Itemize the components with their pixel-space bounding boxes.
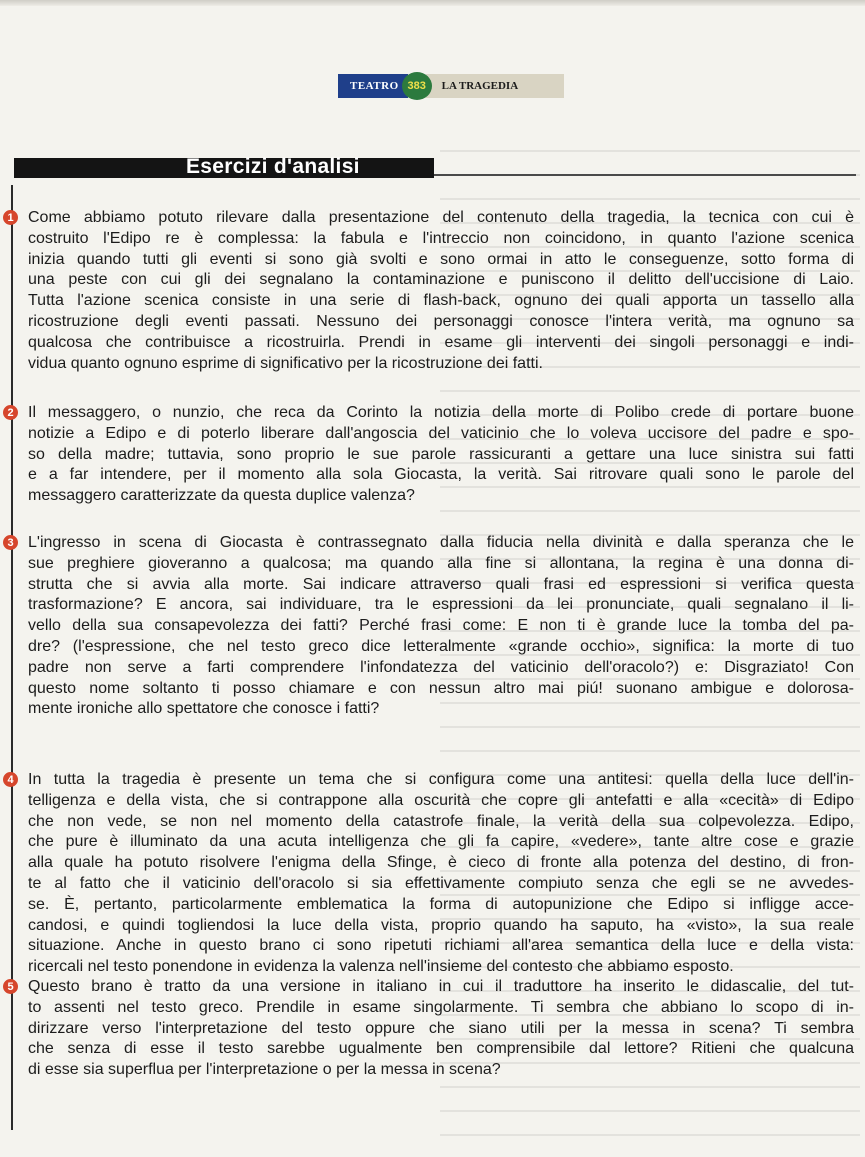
exercise-text-line: che senza di esse il testo sarebbe ugualmente ben comprensibile dal lettore? Ritieni che qualcuna [28, 1040, 854, 1058]
exercise-text-line: e a far intendere, per il momento alla sola Giocasta, la verità. Sai ritrovare quali sono le parole del [28, 466, 854, 484]
exercise-text-line: so della madre; tuttavia, sono proprio le sue parole rassicuranti a gettare una luce sinistra sui fatti [28, 445, 854, 463]
exercise-text-line: notizie a Edipo e di poterlo liberare dall'angoscia del vaticinio che lo voleva uccisore del padre e spo- [28, 424, 854, 442]
exercise-text-line: inizia quando tutti gli eventi si sono già svolti e sono ormai in atto le conseguenze, sotto forma di [28, 250, 854, 268]
chapter-label: LA TRAGEDIA [426, 74, 564, 98]
exercise-text-line: te al fatto che il vaticinio dell'oracolo si sia effettivamente compiuto senza che egli se ne avvedes- [28, 875, 854, 892]
exercise-text-line: strutta che si avvia alla morte. Sai indicare attraverso quali frasi ed espressioni si verifica questa [28, 575, 854, 593]
exercise-number-badge: 1 [3, 210, 18, 225]
exercise-number-badge: 4 [3, 772, 18, 787]
section-label: TEATRO [338, 74, 408, 98]
exercise-text-line: to assenti nel testo greco. Prendile in esame singolarmente. Ti sembra che abbiano lo scopo di in- [28, 998, 854, 1016]
exercise-text-line: L'ingresso in scena di Giocasta è contrassegnato dalla fiducia nella divinità e dalla speranza che le [28, 534, 854, 551]
exercise-text-line: questo nome soltanto ti posso chiamare e con nessun altro mai piú! suonano ambigue e dolorosa- [28, 679, 854, 697]
exercise-text-line: telligenza e della vista, che si contrappone alla oscurità che copre gli antefatti e alla «cecità» di Edipo [28, 791, 854, 809]
exercise-text-line: se. È, pertanto, particolarmente emblematica la forma di autopunizione che Edipo si infligge acce- [28, 895, 854, 913]
running-head [338, 72, 564, 100]
title-rule [434, 174, 856, 176]
exercise-text-line: Questo brano è tratto da una versione in italiano in cui il traduttore ha inserito le didascalie, del tut- [28, 978, 854, 995]
exercise-text-line: vidua quanto ognuno esprime di significativo per la ricostruzione dei fatti. [28, 354, 543, 372]
exercise-text-line: trasformazione? E ancora, sai individuare, tra le espressioni da lei pronunciate, quali segnalano il li- [28, 596, 854, 614]
exercise-text-line: vello della sua consapevolezza dei fatti? Perché frasi come: E non ti è grande luce la tomba del pa- [28, 617, 854, 635]
exercise-text-line: dirizzare verso l'interpretazione del testo oppure che siano utili per la messa in scena? Ti sembra [28, 1019, 854, 1037]
exercise-text-line: Come abbiamo potuto rilevare dalla presentazione del contenuto della tragedia, la tecnica con cui è [28, 209, 854, 226]
exercise-number-badge: 5 [3, 979, 18, 994]
exercise-number-badge: 2 [3, 405, 18, 420]
exercise-text-line: costruito l'Edipo re è complessa: la fabula e l'intreccio non coincidono, in quanto l'azione scenica [28, 229, 854, 247]
exercise-text-line: che non vede, se non nel momento della catastrofe finale, la verità della sua colpevolezza. Edipo, [28, 812, 854, 830]
exercise-text-line: di esse sia superflua per l'interpretazione o per la messa in scena? [28, 1061, 501, 1079]
exercise-text-line: che pure è illuminato da una acuta intelligenza che gli fa capire, «vedere», tante altre cose e grazie [28, 833, 854, 851]
exercise-text-line: dre? (l'espressione, che nel testo greco dice letteralmente «grande occhio», significa: la morte di tuo [28, 638, 854, 655]
exercise-text-line: padre non serve a farti comprendere l'infondatezza del vaticinio dell'oracolo?) e: Disgraziato! Con [28, 658, 854, 676]
exercise-text-line: una peste con cui gli dei segnalano la contaminazione e puniscono il delitto dell'uccisione di Laio. [28, 271, 854, 289]
exercise-text-line: situazione. Anche in questo brano ci sono ripetuti richiami all'area semantica della luce e della vista: [28, 937, 854, 955]
exercise-number-badge: 3 [3, 535, 18, 550]
exercise-text-line: In tutta la tragedia è presente un tema che si configura come una antitesi: quella della luce dell'in- [28, 771, 854, 788]
exercise-text-line: Il messaggero, o nunzio, che reca da Corinto la notizia della morte di Polibo crede di portare buone [28, 404, 854, 421]
page-top-edge [0, 0, 865, 6]
exercise-text-line: qualcosa che contribuisce a ricostruirla. Prendi in esame gli interventi dei singoli personaggi e indi- [28, 333, 854, 351]
exercise-text-line: ricostruzione degli eventi passati. Nessuno dei personaggi conosce l'intera verità, ma ognuno sa [28, 313, 854, 330]
section-title: Esercizi d'analisi [186, 155, 360, 178]
exercise-text-line: mente ironiche allo spettatore che conosce i fatti? [28, 700, 380, 718]
exercise-text-line: sue preghiere gioveranno a qualcosa; ma quando alla fine si allontana, la regina è una donna di- [28, 554, 854, 572]
page-number: 383 [402, 72, 432, 100]
exercise-text-line: messaggero caratterizzate da questa duplice valenza? [28, 487, 415, 505]
exercise-text-line: alla quale ha potuto risolvere l'enigma della Sfinge, è cieco di fronte alla potenza del destino, di fron- [28, 854, 854, 872]
exercise-text-line: Tutta l'azione scenica consiste in una serie di flash-back, ognuno dei quali apporta un tassello alla [28, 292, 854, 310]
exercise-text-line: candosi, e quindi togliendosi la luce della vista, proprio quando ha saputo, ha «visto», la sua reale [28, 916, 854, 934]
exercise-text-line: ricercali nel testo ponendone in evidenza la valenza nell'insieme del contesto che abbiamo esposto. [28, 958, 734, 976]
